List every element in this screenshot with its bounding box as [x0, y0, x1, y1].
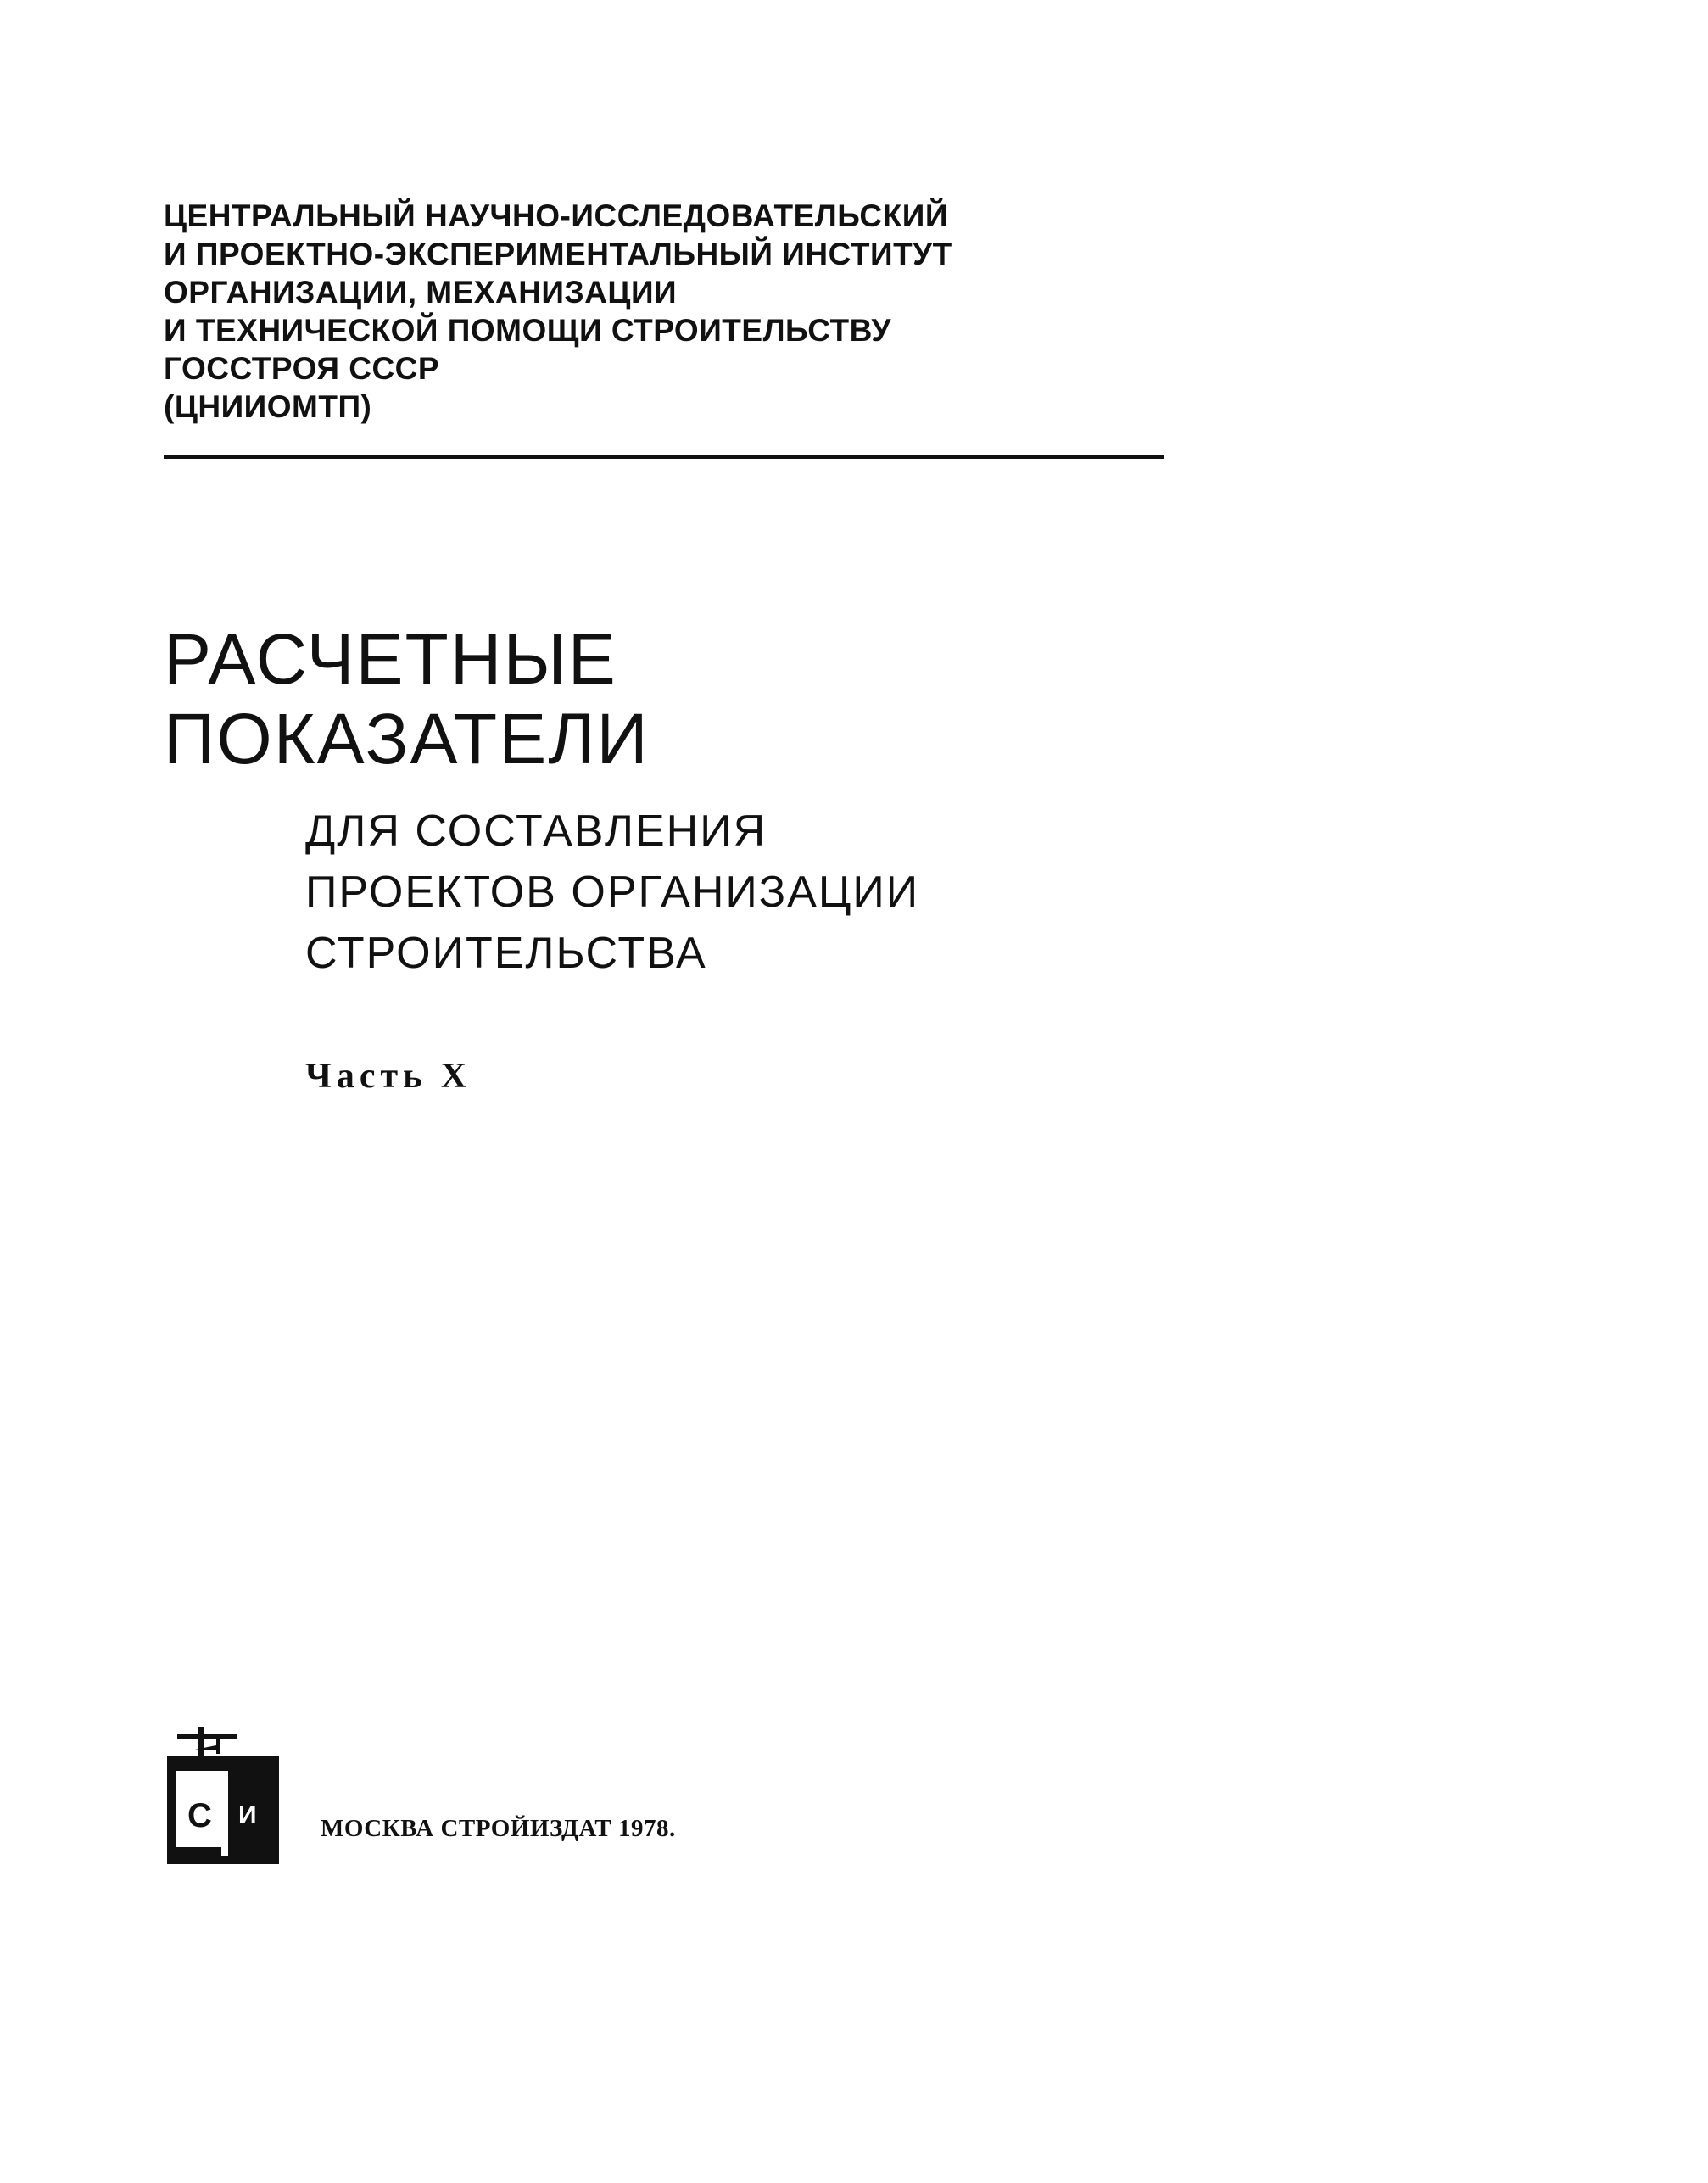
part-number: Часть X [305, 1057, 472, 1096]
title-line: РАСЧЕТНЫЕ [164, 619, 617, 699]
institute-block [164, 197, 1181, 426]
publisher-imprint: МОСКВА СТРОЙИЗДАТ 1978. [321, 1815, 676, 1842]
horizontal-divider [164, 455, 1164, 459]
logo-letter: С [187, 1797, 212, 1834]
subtitle-line: СТРОИТЕЛЬСТВА [305, 929, 707, 978]
institute-line: ГОССТРОЯ СССР [164, 351, 440, 386]
institute-line: И ТЕХНИЧЕСКОЙ ПОМОЩИ СТРОИТЕЛЬСТВУ [164, 313, 891, 348]
subtitle-line: ДЛЯ СОСТАВЛЕНИЯ [305, 807, 767, 856]
title-line: ПОКАЗАТЕЛИ [164, 699, 650, 779]
institute-line: ОРГАНИЗАЦИИ, МЕХАНИЗАЦИИ [164, 275, 678, 310]
institute-line: И ПРОЕКТНО-ЭКСПЕРИМЕНТАЛЬНЫЙ ИНСТИТУТ [164, 237, 952, 271]
document-title [164, 619, 650, 779]
logo-letter: И [238, 1801, 257, 1829]
institute-abbreviation: (ЦНИИОМТП) [164, 389, 372, 424]
publisher-logo-icon [165, 1722, 284, 1866]
institute-line: ЦЕНТРАЛЬНЫЙ НАУЧНО-ИССЛЕДОВАТЕЛЬСКИЙ [164, 198, 948, 233]
subtitle-line: ПРОЕКТОВ ОРГАНИЗАЦИИ [305, 868, 920, 917]
document-subtitle [305, 801, 919, 984]
